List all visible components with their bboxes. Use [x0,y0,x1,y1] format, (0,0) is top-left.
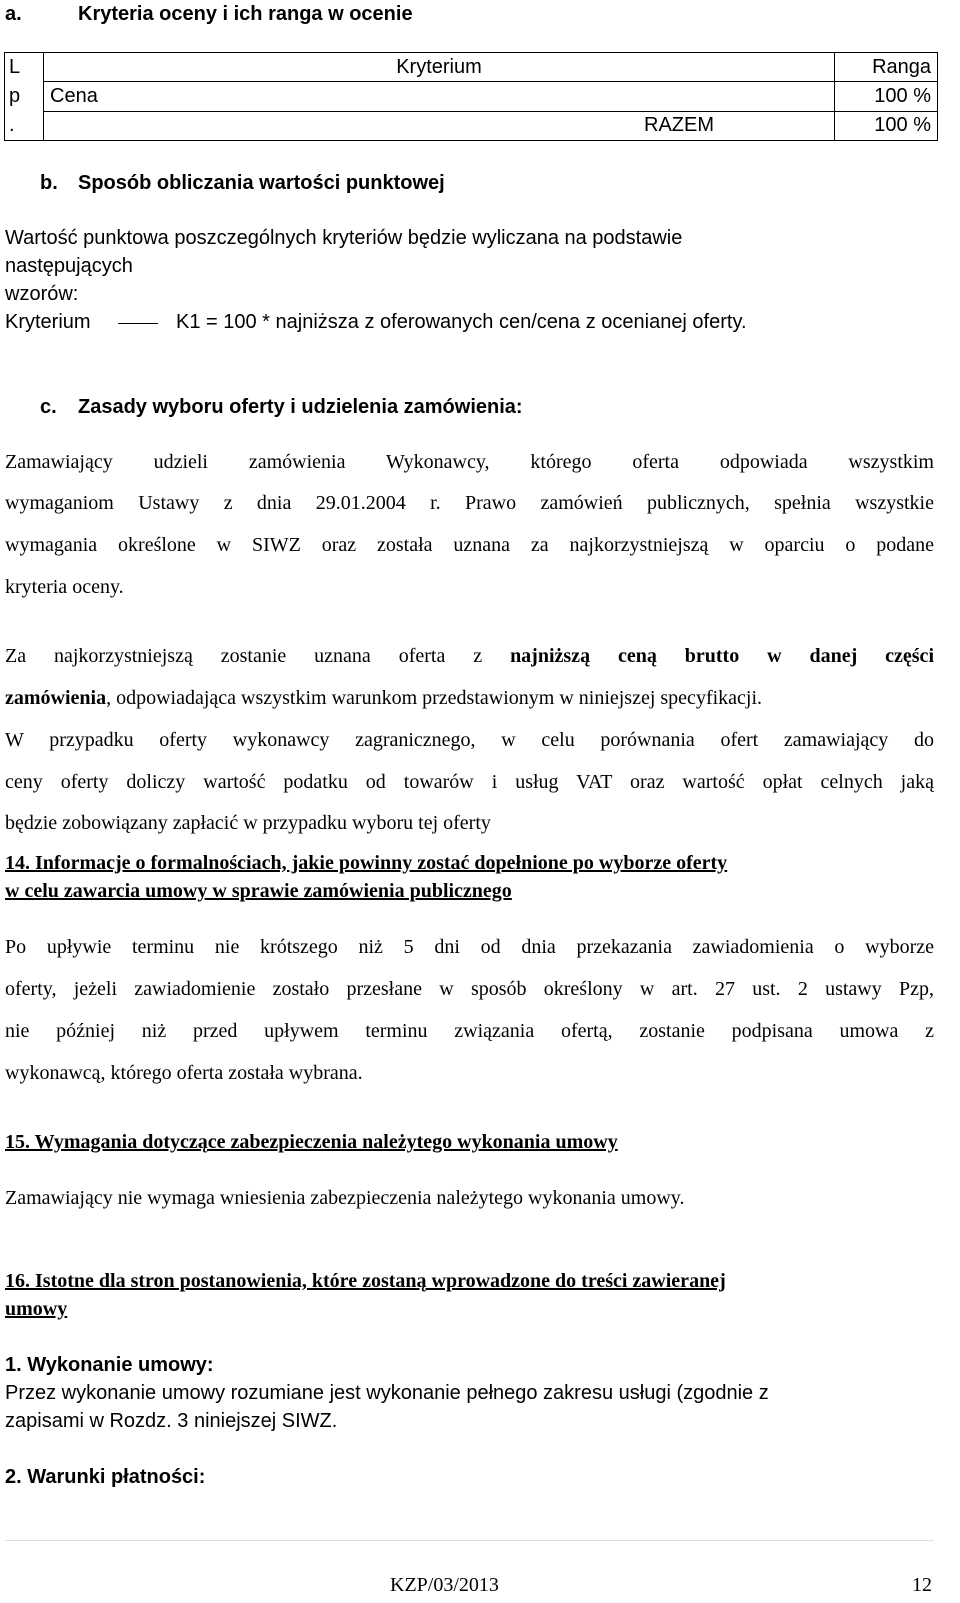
section-14-heading: 14. Informacje o formalnościach, jakie powinny zostać dopełnione po wyborze oferty [5,852,728,874]
sub1-line: zapisami w Rozdz. 3 niniejszej SIWZ. [5,1410,338,1432]
lp-char: p [9,85,21,107]
section-b-line: następujących [5,255,133,277]
formula-dash [118,323,158,324]
section-14-line: nie później niż przed upływem terminu związania ofertą, zostanie podpisana umowa z [5,1020,934,1042]
section-b-marker: b. [40,172,58,194]
p2-bold-text: najniższą ceną brutto w danej części [510,645,934,667]
section-c-marker: c. [40,396,57,418]
rank-cell: 100 % [835,111,938,140]
section-15-text: Zamawiający nie wymaga wniesienia zabezpieczenia należytego wykonania umowy. [5,1187,685,1209]
section-c-line: wymaganiom Ustawy z dnia 29.01.2004 r. Prawo zamówień publicznych, spełnia wszystkie [5,492,934,514]
section-c-title: Zasady wyboru oferty i udzielenia zamówienia: [78,396,523,418]
section-c-line: ceny oferty doliczy wartość podatku od towarów i usług VAT oraz wartość opłat celnych jaką [5,771,934,793]
rank-cell: 100 % [835,82,938,111]
p2-text: Za najkorzystniejszą zostanie uznana oferta z [5,645,483,667]
section-b-line: wzorów: [5,283,79,305]
criterion-cell: RAZEM [44,111,835,140]
sub1-line: Przez wykonanie umowy rozumiane jest wykonanie pełnego zakresu usługi (zgodnie z [5,1382,769,1404]
section-14-line: Po upływie terminu nie krótszego niż 5 dni od dnia przekazania zawiadomienia o wyborze [5,936,934,958]
section-a-title: Kryteria oceny i ich ranga w ocenie [78,3,413,25]
section-c-line: wymagania określone w SIWZ oraz została uznana za najkorzystniejszą w oparciu o podane [5,534,934,556]
section-a-marker: a. [5,3,22,25]
section-c-line: będzie zobowiązany zapłacić w przypadku wyboru tej oferty [5,812,491,834]
table-header-row [5,53,938,82]
formula: K1 = 100 * najniższa z oferowanych cen/cena z ocenianej oferty. [176,311,747,333]
section-c-line: kryteria oceny. [5,576,124,598]
section-c-line: W przypadku oferty wykonawcy zagranicznego, w celu porównania ofert zamawiający do [5,729,934,751]
section-c-line: Zamawiający udzieli zamówienia Wykonawcy, którego oferta odpowiada wszystkim [5,451,934,473]
table-row [5,111,938,140]
criterion-cell: Cena [44,82,835,111]
footer-page-number: 12 [912,1574,932,1596]
header-criterion: Kryterium [44,53,835,82]
formula-label: Kryterium [5,311,91,333]
section-16-heading: umowy [5,1298,68,1320]
section-16-heading: 16. Istotne dla stron postanowienia, które zostaną wprowadzone do treści zawieranej [5,1270,726,1292]
footer-rule [5,1540,934,1541]
p2-bold-text: zamówienia [5,687,107,709]
section-b-title: Sposób obliczania wartości punktowej [78,172,445,194]
sub2-title: 2. Warunki płatności: [5,1466,206,1488]
section-15-heading: 15. Wymagania dotyczące zabezpieczenia należytego wykonania umowy [5,1131,618,1153]
section-b-line: Wartość punktowa poszczególnych kryteriów będzie wyliczana na podstawie [5,227,683,249]
table-row [5,82,938,111]
section-c-p2-line1 [5,645,934,668]
section-14-line: wykonawcą, którego oferta została wybrana. [5,1062,363,1084]
lp-cell [5,53,44,141]
lp-char: L [9,56,21,78]
section-14-line: oferty, jeżeli zawiadomienie zostało przesłane w sposób określony w art. 27 ust. 2 ustawy Pzp, [5,978,934,1000]
footer-doc-ref: KZP/03/2013 [390,1574,499,1596]
section-14-heading: w celu zawarcia umowy w sprawie zamówienia publicznego [5,880,512,902]
p2-text: , odpowiadająca wszystkim warunkom przedstawionym w niniejszej specyfikacji. [106,687,763,709]
section-c-p2-line2 [5,687,762,710]
criteria-table [4,52,938,141]
sub1-title: 1. Wykonanie umowy: [5,1354,214,1376]
lp-char: . [9,114,15,136]
header-rank: Ranga [835,53,938,82]
